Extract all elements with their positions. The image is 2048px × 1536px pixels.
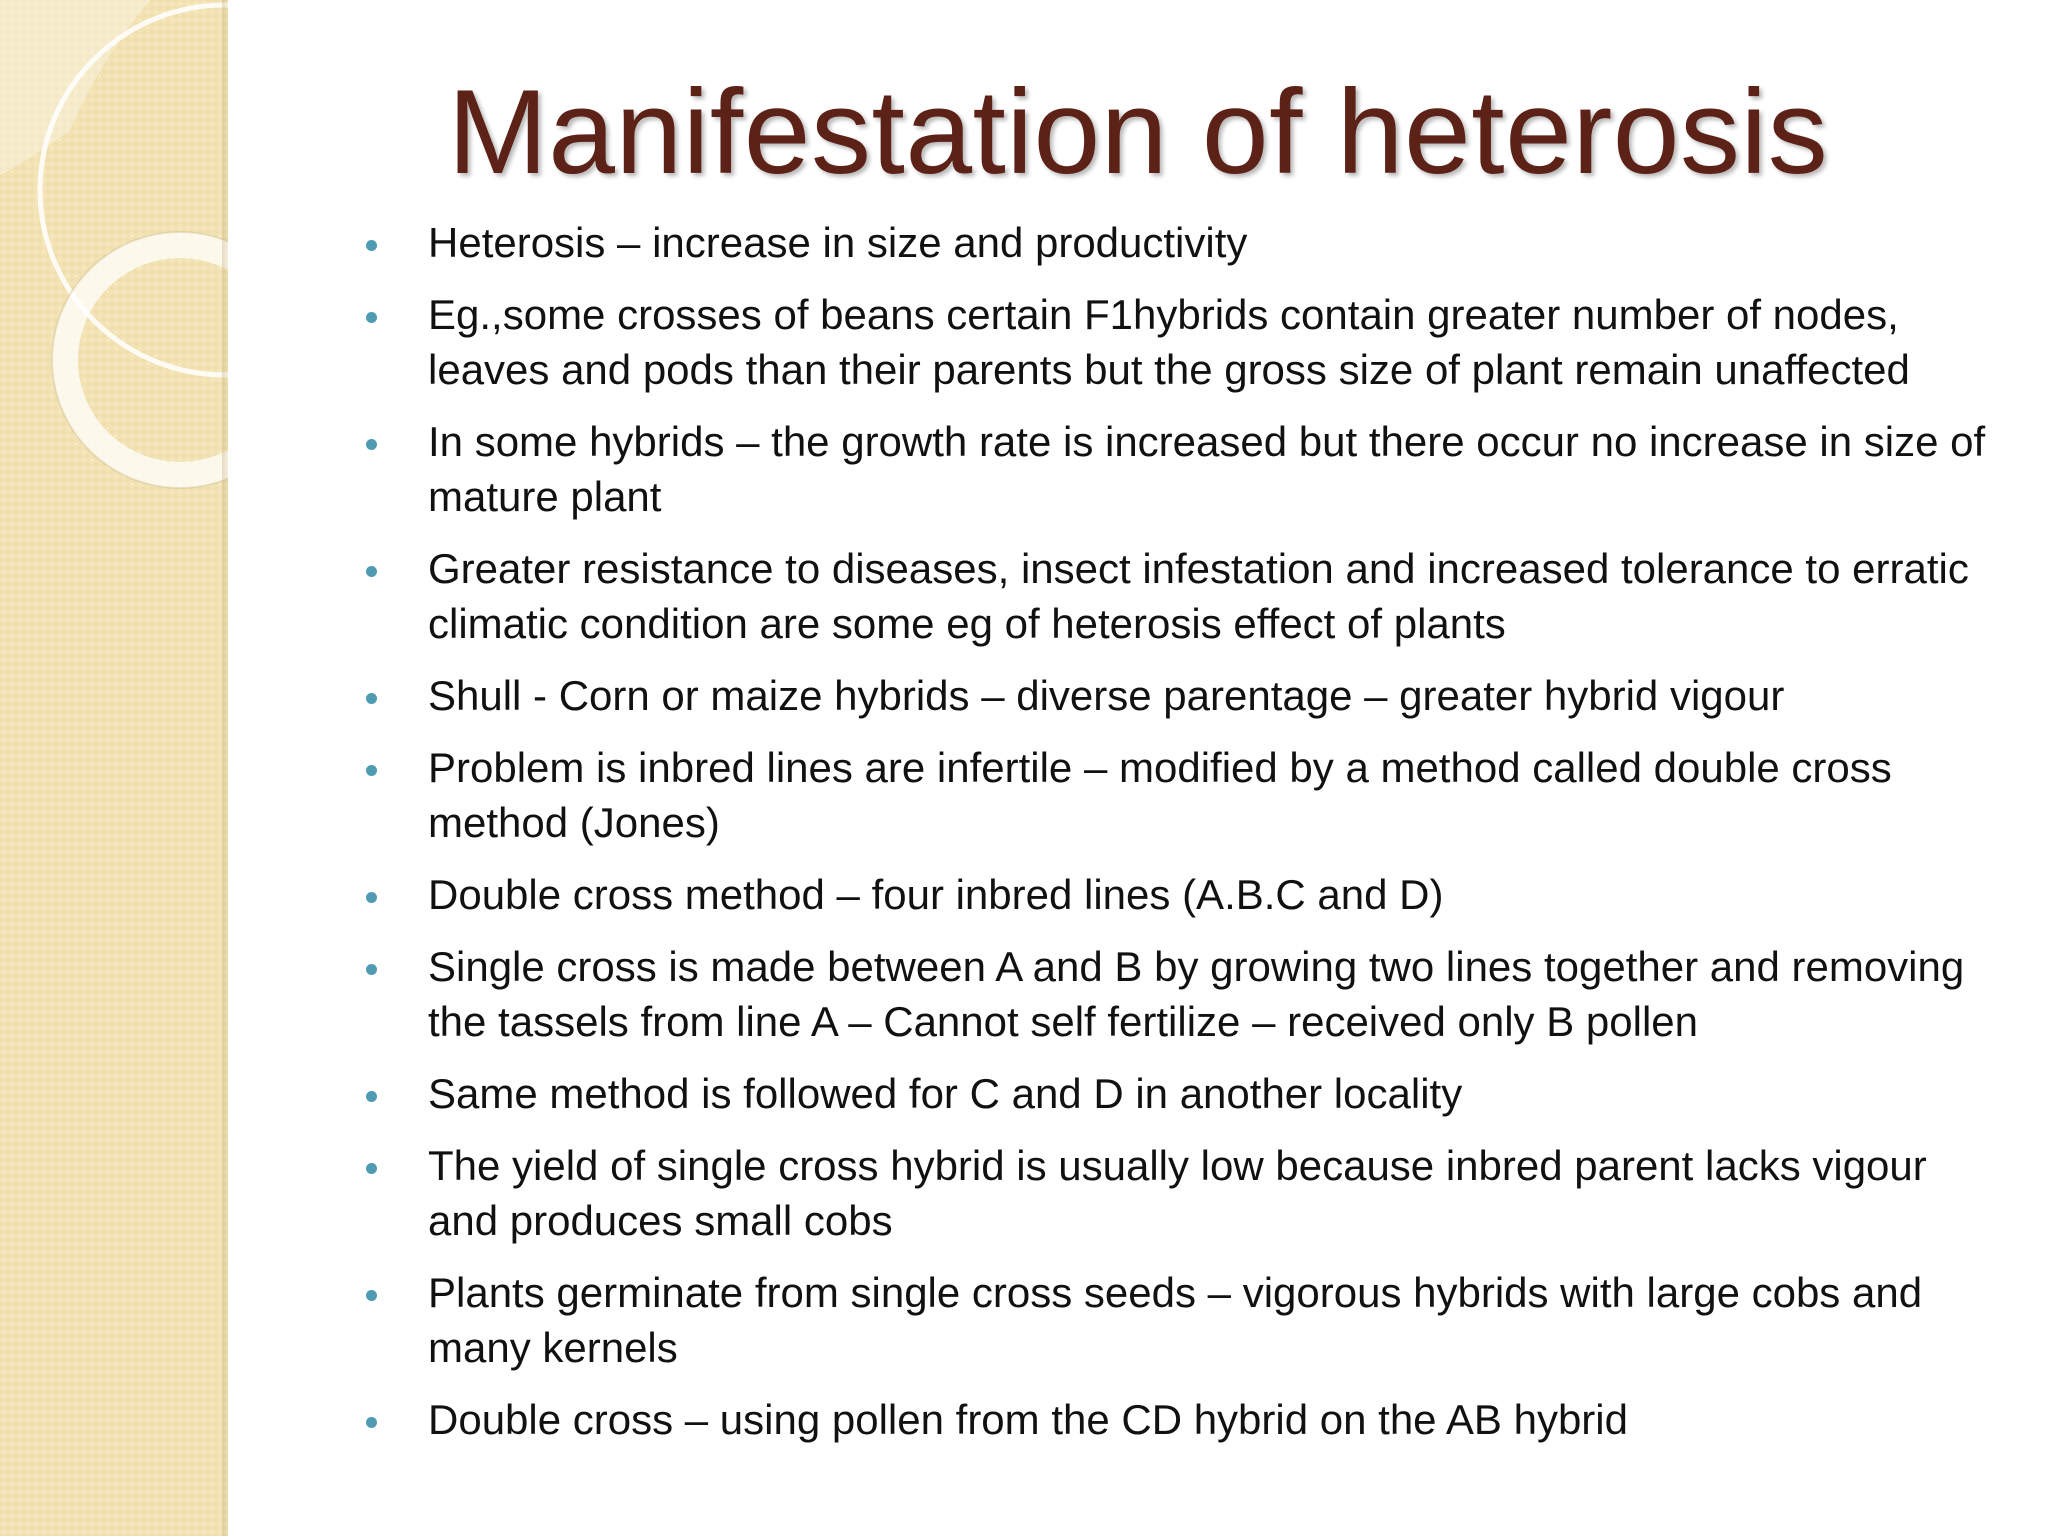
bullet-item bbox=[366, 939, 2006, 1049]
bullet-text: Single cross is made between A and B by growing two lines together and removing the tassels from line A – Cannot self fertilize – received only B pollen bbox=[428, 943, 1965, 1045]
bullet-item bbox=[366, 1138, 2006, 1248]
bullet-dot-icon bbox=[366, 566, 377, 577]
bullet-item bbox=[366, 1392, 2006, 1447]
bullet-text: In some hybrids – the growth rate is increased but there occur no increase in size of mature plant bbox=[428, 418, 1986, 520]
bullet-text: Same method is followed for C and D in another locality bbox=[428, 1070, 1463, 1117]
decorative-sidebar bbox=[0, 0, 228, 1536]
bullet-dot-icon bbox=[366, 1163, 377, 1174]
bullet-text: Greater resistance to diseases, insect infestation and increased tolerance to erratic climatic condition are some eg of heterosis effect of plants bbox=[428, 545, 1969, 647]
decorative-rings-graphic bbox=[0, 0, 228, 520]
bullet-item bbox=[366, 541, 2006, 651]
bullet-dot-icon bbox=[366, 1290, 377, 1301]
bullet-text: Plants germinate from single cross seeds – vigorous hybrids with large cobs and many kernels bbox=[428, 1269, 1923, 1371]
bullet-item bbox=[366, 1066, 2006, 1121]
bullet-dot-icon bbox=[366, 1091, 377, 1102]
bullet-text: Shull - Corn or maize hybrids – diverse parentage – greater hybrid vigour bbox=[428, 672, 1785, 719]
bullet-dot-icon bbox=[366, 240, 377, 251]
sidebar-edge-shadow bbox=[222, 0, 228, 1536]
bullet-dot-icon bbox=[366, 1417, 377, 1428]
bullet-item bbox=[366, 215, 2006, 270]
slide-title: Manifestation of heterosis bbox=[447, 65, 1829, 199]
bullet-list bbox=[366, 215, 2006, 1464]
bullet-dot-icon bbox=[366, 439, 377, 450]
bullet-text: Heterosis – increase in size and productivity bbox=[428, 219, 1248, 266]
bullet-text: Problem is inbred lines are infertile – modified by a method called double cross method (Jones) bbox=[428, 744, 1892, 846]
bullet-dot-icon bbox=[366, 964, 377, 975]
bullet-item bbox=[366, 740, 2006, 850]
bullet-dot-icon bbox=[366, 312, 377, 323]
bullet-dot-icon bbox=[366, 693, 377, 704]
bullet-dot-icon bbox=[366, 765, 377, 776]
bullet-item bbox=[366, 867, 2006, 922]
bullet-text: The yield of single cross hybrid is usually low because inbred parent lacks vigour and produces small cobs bbox=[428, 1142, 1927, 1244]
bullet-item bbox=[366, 668, 2006, 723]
bullet-dot-icon bbox=[366, 892, 377, 903]
bullet-text: Double cross method – four inbred lines (A.B.C and D) bbox=[428, 871, 1444, 918]
bullet-item bbox=[366, 414, 2006, 524]
bullet-text: Eg.,some crosses of beans certain F1hybrids contain greater number of nodes, leaves and pods than their parents but the gross size of plant remain unaffected bbox=[428, 291, 1910, 393]
bullet-item bbox=[366, 1265, 2006, 1375]
bullet-item bbox=[366, 287, 2006, 397]
bullet-text: Double cross – using pollen from the CD hybrid on the AB hybrid bbox=[428, 1396, 1628, 1443]
